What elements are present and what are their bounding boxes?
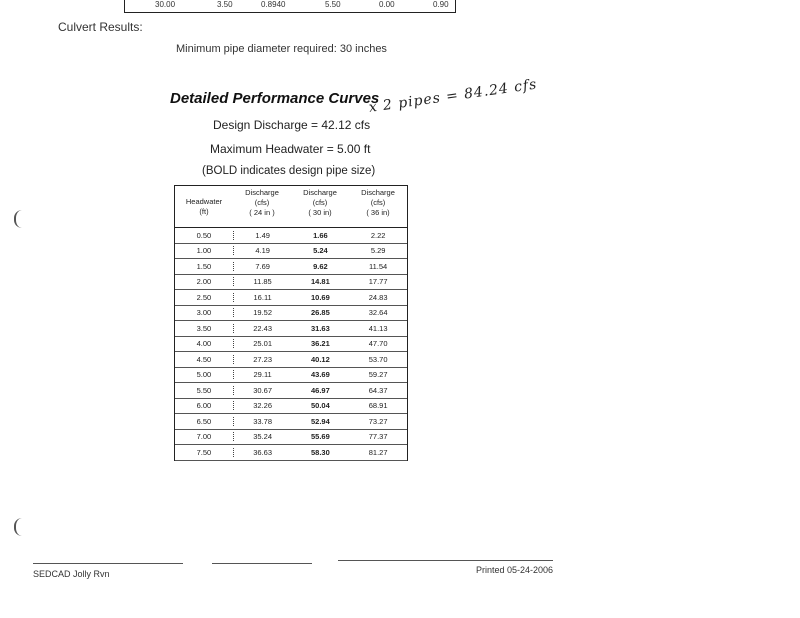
table-cell: 46.97 — [310, 385, 330, 395]
punch-hole-mark — [14, 518, 24, 536]
table-row — [175, 306, 407, 322]
previous-table-row — [124, 0, 456, 13]
table-cell: 30.67 — [233, 386, 292, 395]
prev-cell-6: 0.90 — [433, 0, 449, 9]
table-cell: 4.19 — [233, 246, 292, 255]
prev-cell-5: 0.00 — [379, 0, 395, 9]
prev-cell-2: 3.50 — [217, 0, 233, 9]
table-row — [175, 337, 407, 353]
performance-table — [174, 185, 408, 461]
table-cell: 5.00 — [196, 370, 212, 380]
table-row — [175, 399, 407, 415]
culvert-results-label: Culvert Results: — [58, 20, 143, 34]
table-cell: 36.63 — [233, 448, 292, 457]
table-row — [175, 445, 407, 461]
table-cell: 64.37 — [368, 385, 388, 395]
max-headwater-text: Maximum Headwater = 5.00 ft — [210, 142, 371, 156]
bold-indicates-note: (BOLD indicates design pipe size) — [202, 165, 376, 177]
table-cell: 3.00 — [196, 308, 212, 318]
header-line: ( 24 in ) — [249, 208, 275, 217]
table-cell: 55.69 — [310, 432, 330, 442]
footer-rule — [33, 563, 183, 564]
table-cell: 2.50 — [196, 292, 212, 302]
table-cell: 7.00 — [196, 432, 212, 442]
handwritten-annotation: x 2 pipes = 84.24 cfs — [367, 76, 539, 116]
header-line: Headwater — [185, 196, 223, 206]
footer-rule — [212, 563, 312, 564]
table-cell: 4.50 — [196, 354, 212, 364]
table-cell: 1.50 — [196, 261, 212, 271]
table-row — [175, 383, 407, 399]
table-row — [175, 368, 407, 384]
header-line: ( 36 in) — [366, 208, 390, 217]
table-row — [175, 228, 407, 244]
table-cell: 3.50 — [196, 323, 212, 333]
table-cell: 43.69 — [310, 370, 330, 380]
table-cell: 33.78 — [233, 417, 292, 426]
footer-rule — [338, 560, 553, 561]
table-cell: 14.81 — [310, 277, 330, 287]
table-header — [175, 185, 407, 228]
footer-printed-date: Printed 05-24-2006 — [476, 565, 554, 575]
table-cell: 1.66 — [313, 230, 328, 240]
table-cell: 36.21 — [310, 339, 330, 349]
table-cell: 40.12 — [310, 354, 330, 364]
table-row — [175, 321, 407, 337]
table-cell: 31.63 — [310, 323, 330, 333]
table-row — [175, 244, 407, 260]
table-cell: 58.30 — [310, 447, 330, 457]
performance-curves-title: Detailed Performance Curves — [170, 90, 380, 107]
table-cell: 41.13 — [368, 323, 388, 333]
table-row — [175, 275, 407, 291]
table-cell: 24.83 — [368, 292, 388, 302]
table-cell: 4.00 — [196, 339, 212, 349]
table-row — [175, 430, 407, 446]
table-cell: 11.85 — [233, 277, 292, 286]
table-cell: 9.62 — [313, 261, 328, 271]
table-cell: 2.22 — [370, 230, 386, 240]
header-line: Discharge — [245, 188, 279, 197]
table-cell: 10.69 — [310, 292, 330, 302]
table-cell: 7.50 — [196, 447, 212, 457]
table-cell: 27.23 — [233, 355, 292, 364]
table-cell: 53.70 — [368, 354, 388, 364]
table-cell: 22.43 — [233, 324, 292, 333]
table-cell: 5.50 — [196, 385, 212, 395]
prev-cell-3: 0.8940 — [261, 0, 286, 9]
table-body — [175, 228, 407, 461]
table-cell: 2.00 — [196, 277, 212, 287]
table-row — [175, 290, 407, 306]
table-cell: 50.04 — [310, 401, 330, 411]
footer-software-label: SEDCAD Jolly Rvn — [33, 569, 110, 579]
table-cell: 16.11 — [233, 293, 292, 302]
table-cell: 5.29 — [370, 246, 386, 256]
table-cell: 81.27 — [368, 447, 388, 457]
table-cell: 59.27 — [368, 370, 388, 380]
table-cell: 17.77 — [368, 277, 388, 287]
table-cell: 32.26 — [233, 401, 292, 410]
table-cell: 35.24 — [233, 432, 292, 441]
table-cell: 68.91 — [368, 401, 388, 411]
header-discharge-24 — [233, 186, 291, 227]
prev-cell-1: 30.00 — [155, 0, 176, 9]
table-cell: 77.37 — [368, 432, 388, 442]
table-cell: 1.00 — [196, 246, 212, 256]
table-cell: 0.50 — [196, 230, 212, 240]
table-cell: 47.70 — [368, 339, 388, 349]
header-line: (cfs) — [254, 198, 270, 207]
table-cell: 52.94 — [310, 416, 330, 426]
table-cell: 25.01 — [233, 339, 292, 348]
table-cell: 5.24 — [313, 246, 328, 256]
design-discharge-text: Design Discharge = 42.12 cfs — [213, 118, 371, 132]
header-line: Discharge — [303, 188, 337, 197]
table-cell: 6.50 — [196, 416, 212, 426]
table-cell: 11.54 — [369, 261, 388, 271]
min-pipe-diameter-text: Minimum pipe diameter required: 30 inches — [176, 43, 387, 55]
header-discharge-30 — [291, 186, 349, 227]
table-cell: 7.69 — [233, 262, 292, 271]
table-cell: 73.27 — [368, 416, 388, 426]
table-cell: 6.00 — [196, 401, 212, 411]
table-cell: 26.85 — [310, 308, 330, 318]
header-discharge-36 — [349, 186, 407, 227]
header-line: (cfs) — [312, 198, 328, 207]
table-cell: 19.52 — [233, 308, 292, 317]
header-line: Discharge — [361, 188, 395, 197]
header-headwater — [175, 186, 233, 227]
table-row — [175, 414, 407, 430]
header-line: ( 30 in) — [308, 208, 332, 217]
table-cell: 29.11 — [233, 370, 292, 379]
table-row — [175, 259, 407, 275]
header-line: (cfs) — [370, 198, 386, 207]
header-line: (ft) — [199, 206, 209, 216]
punch-hole-mark — [14, 210, 24, 228]
table-cell: 1.49 — [233, 231, 292, 240]
table-row — [175, 352, 407, 368]
table-cell: 32.64 — [368, 308, 388, 318]
prev-cell-4: 5.50 — [325, 0, 341, 9]
